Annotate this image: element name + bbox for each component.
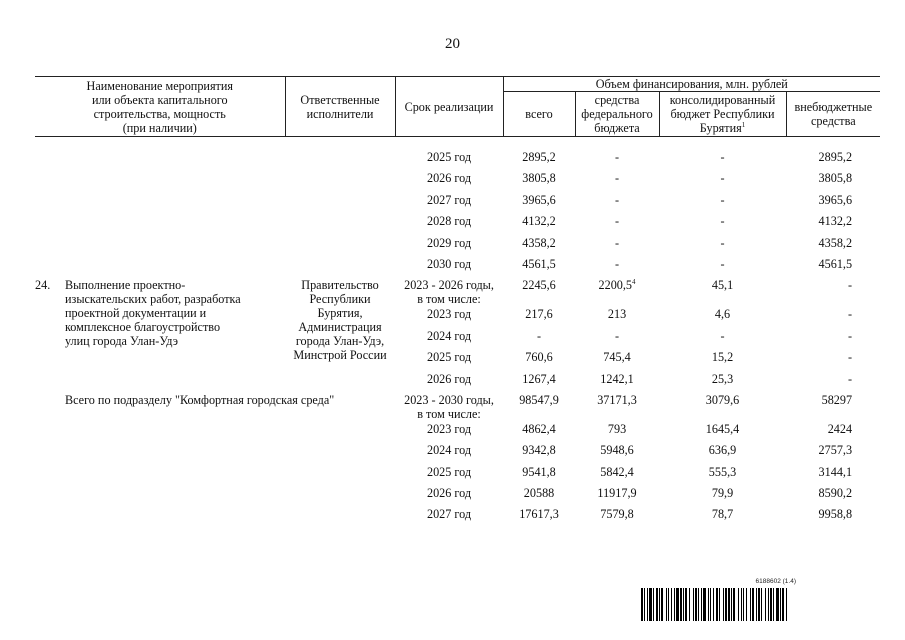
federal-cell: 11917,9 [597,486,637,501]
federal-cell: 5842,4 [600,464,634,479]
extrabudget-cell: 3965,6 [818,192,853,207]
table-row [35,277,880,306]
item-name-line: Выполнение проектно- [65,278,186,293]
item-name-line: изыскательских работ, разработка [65,292,241,307]
item-name-line: комплексное благоустройство [65,320,221,335]
term-line: 2023 - 2030 годы, [404,392,494,407]
table-header [35,77,880,137]
total-cell: 217,6 [525,307,553,322]
item-number: 24. [35,278,51,293]
header-funding-group: Объем финансирования, млн. рублей [503,77,880,92]
term-cell: 2025 год [426,150,472,164]
item-name-line: проектной документации и [65,306,207,321]
extrabudget-cell: 3805,8 [818,171,853,186]
regional-cell: - [720,192,725,207]
extrabudget-cell: 4561,5 [818,256,853,271]
extrabudget-cell: - [848,350,853,365]
total-cell: 4358,2 [522,235,556,250]
regional-cell: 45,1 [711,278,734,293]
federal-cell: 37171,3 [597,392,637,407]
term-cell: 2027 год [426,507,472,522]
regional-cell: - [720,328,725,343]
term-cell: 2027 год [426,192,472,207]
term-cell: 2028 год [426,214,472,229]
barcode [641,588,860,621]
term-cell: 2030 год [426,256,472,271]
header-federal-line: федерального [581,107,653,121]
regional-cell: 4,6 [714,307,731,322]
item-responsible-line: Минстрой России [293,348,387,363]
term-cell: 2024 год [426,443,472,458]
extrabudget-cell: 8590,2 [818,486,853,501]
federal-cell: - [614,256,620,271]
header-name-line: Наименование мероприятия [86,78,233,93]
extrabudget-cell: 4358,2 [818,235,853,250]
header-federal-line: бюджета [594,121,640,135]
term-cell: 2025 год [426,350,472,365]
federal-cell: 745,4 [603,350,631,365]
header-regional-line: бюджет Республики [670,107,775,121]
term-cell: 2026 год [426,171,472,186]
extrabudget-cell: 4132,2 [818,214,853,229]
federal-cell: 7579,8 [600,507,634,522]
federal-cell: - [614,150,620,164]
header-regional [659,92,786,137]
total-cell: 9342,8 [522,443,556,458]
item-responsible-line: города Улан-Удэ, [295,334,385,349]
total-cell: 20588 [523,486,555,501]
extrabudget-cell: - [848,328,853,343]
header-extrabudget [786,92,880,137]
header-regional-line: консолидированный [669,93,776,107]
federal-value: 2200,5 [598,278,633,293]
term-line: в том числе: [417,292,481,307]
total-cell: 2895,2 [522,150,556,164]
subtotal-label: Всего по подразделу "Комфортная городская среда" [65,392,335,407]
total-cell: 4561,5 [522,256,556,271]
federal-cell: - [614,214,620,229]
table-row [35,192,880,213]
table-row [35,213,880,234]
total-cell: 2245,6 [522,278,556,293]
regional-cell: 79,9 [711,486,734,501]
page-number: 20 [445,36,460,52]
total-cell: 98547,9 [519,392,559,407]
total-cell: 17617,3 [519,507,559,522]
term-line: в том числе: [417,406,481,421]
federal-cell: 793 [607,421,627,436]
footnote-mark: 4 [632,278,636,287]
term-cell: 2024 год [426,328,472,343]
table-row [35,235,880,256]
regional-cell: 555,3 [708,464,737,479]
regional-cell: 78,7 [711,507,734,522]
extrabudget-cell: - [848,307,853,322]
table-body [35,137,880,528]
total-cell: 3965,6 [522,192,556,207]
federal-cell: - [614,328,620,343]
header-term: Срок реализации [395,77,503,137]
header-name-line: или объекта капитального [91,92,228,107]
regional-cell: 15,2 [711,350,734,365]
header-total: всего [503,92,575,137]
total-cell: - [536,328,542,343]
extrabudget-cell: - [848,371,853,386]
table-row [35,256,880,277]
term-cell [395,277,503,306]
federal-cell: 1242,1 [600,371,634,386]
term-line: 2023 - 2026 годы, [404,278,494,293]
header-name-line: (при наличии) [122,120,197,135]
header-name [35,77,285,137]
header-responsible-line: Ответственные [300,92,380,107]
item-responsible [285,277,395,392]
regional-cell: - [720,171,725,186]
item-responsible-line: Республики Бурятия, [309,292,371,321]
header-extrabudget-line: средства [810,114,856,128]
table-row [35,392,880,421]
regional-cell: - [720,150,725,164]
table-row [35,170,880,191]
header-regional-line: Бурятия [699,121,742,135]
term-cell: 2025 год [426,464,472,479]
regional-cell: - [720,214,725,229]
extrabudget-cell: 2895,2 [818,150,853,164]
total-cell: 4862,4 [522,421,556,436]
regional-cell: - [720,235,725,250]
regional-cell: 1645,4 [705,421,740,436]
header-federal [575,92,659,137]
total-cell: 9541,8 [522,464,556,479]
extrabudget-cell: 2757,3 [818,443,853,458]
federal-cell: 213 [607,307,627,322]
term-cell: 2023 год [426,421,472,436]
extrabudget-cell: 58297 [821,392,853,407]
regional-cell: 636,9 [708,443,737,458]
barcode-block [641,578,860,621]
federal-cell [575,277,659,306]
extrabudget-cell: 3144,1 [818,464,853,479]
extrabudget-cell: 2424 [827,421,853,436]
header-extrabudget-line: внебюджетные [794,100,873,114]
item-name [63,277,285,392]
barcode-stripe [787,588,788,621]
total-cell: 4132,2 [522,214,556,229]
term-cell [395,392,503,421]
total-cell: 760,6 [525,350,553,365]
federal-cell: 5948,6 [600,443,634,458]
term-cell: 2026 год [426,371,472,386]
extrabudget-cell: - [848,278,853,293]
header-responsible-line: исполнители [306,106,374,121]
item-responsible-line: Правительство [301,278,379,293]
header-federal-line: средства [594,93,640,107]
total-cell: 1267,4 [522,371,556,386]
financing-table [35,76,880,528]
regional-cell: - [720,256,725,271]
barcode-text: 6188602 (1.4) [755,578,796,585]
table-row [35,149,880,170]
regional-cell: 25,3 [711,371,734,386]
item-responsible-line: Администрация [298,320,382,335]
federal-cell: - [614,235,620,250]
regional-cell: 3079,6 [705,392,740,407]
extrabudget-cell: 9958,8 [818,507,853,522]
header-name-line: строительства, мощность [93,106,226,121]
term-cell: 2023 год [426,307,472,322]
federal-cell: - [614,171,620,186]
footnote-mark: 1 [741,120,746,129]
federal-cell: - [614,192,620,207]
term-cell: 2026 год [426,486,472,501]
header-responsible [285,77,395,137]
term-cell: 2029 год [426,235,472,250]
item-name-line: улиц города Улан-Удэ [65,334,178,349]
total-cell: 3805,8 [522,171,556,186]
